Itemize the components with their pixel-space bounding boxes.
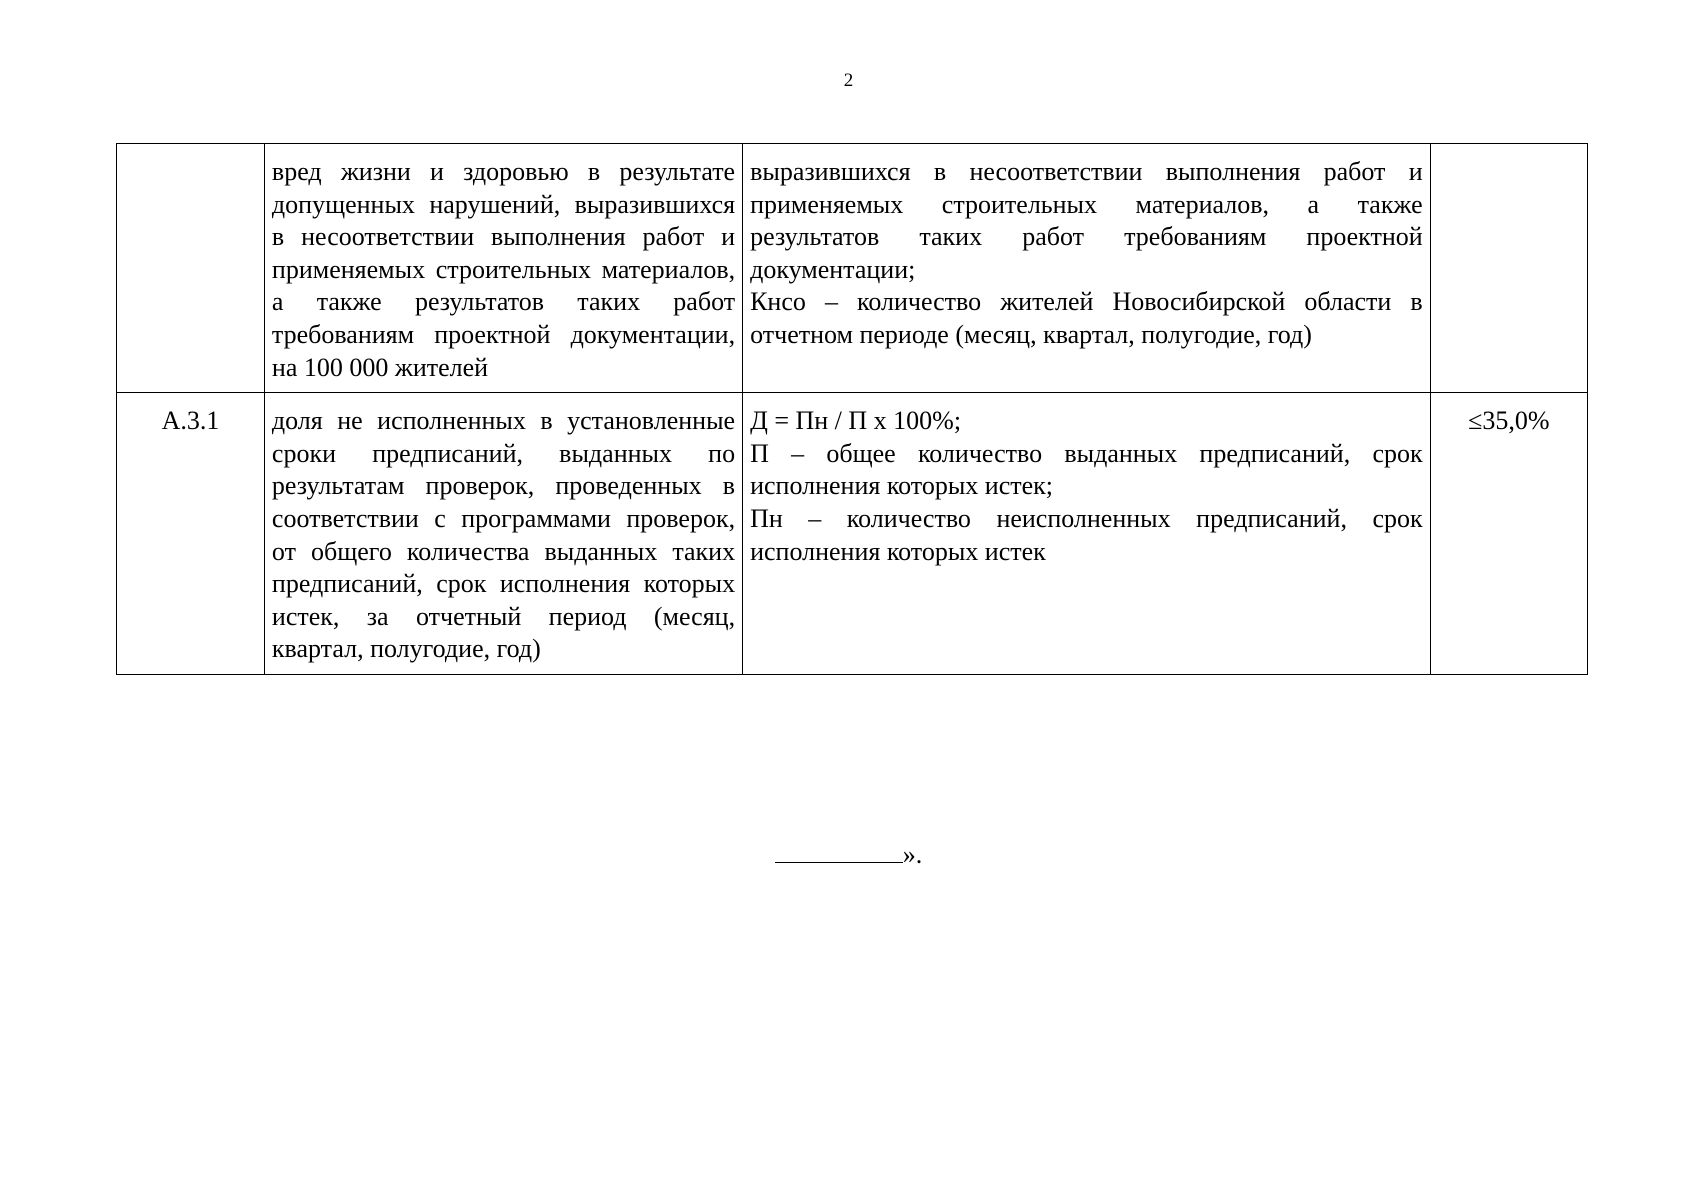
formula-line: Кнсо – количество жителей Новосибирской области в отчетном периоде (месяц, квартал, полугодие, год) (750, 287, 1423, 349)
formula-line: П – общее количество выданных предписаний, срок исполнения которых истек; (750, 438, 1423, 501)
indicator-name-cell: доля не исполненных в установленные сроки предписаний, выданных по результатам проверок, проведенных в соответствии с программами проверок, от общего количества выданных таких предписаний, срок исполнения которых истек, за отчетный период (месяц, квартал, полугодие, год) (264, 393, 742, 675)
closing-quote: ». (902, 840, 923, 869)
table-row (117, 144, 1588, 393)
closing-underline (775, 838, 903, 863)
indicator-name-cell: вред жизни и здоровью в результате допущенных нарушений, выразившихся в несоответствии выполнения работ и применяемых строительных материалов, а также результатов таких работ требованиям проектной документации, на 100 000 жителей (264, 144, 742, 393)
formula-line: Пн – количество неисполненных предписаний, срок исполнения которых истек (750, 503, 1423, 566)
page-number: 2 (843, 70, 854, 91)
indicator-formula-cell (743, 144, 1431, 393)
closing-mark (0, 838, 1697, 871)
indicator-code-cell: А.3.1 (117, 393, 265, 675)
table-row (117, 393, 1588, 675)
indicator-formula-cell (743, 393, 1431, 675)
formula-line: выразившихся в несоответствии выполнения работ и применяемых строительных материалов, а также результатов таких работ требованиям проектной документации; (750, 157, 1423, 284)
formula-line: Д = Пн / П х 100%; (750, 406, 962, 436)
indicator-target-cell (1430, 144, 1587, 393)
indicators-table (116, 143, 1588, 675)
indicator-code-cell (117, 144, 265, 393)
indicator-target-cell: ≤35,0% (1430, 393, 1587, 675)
